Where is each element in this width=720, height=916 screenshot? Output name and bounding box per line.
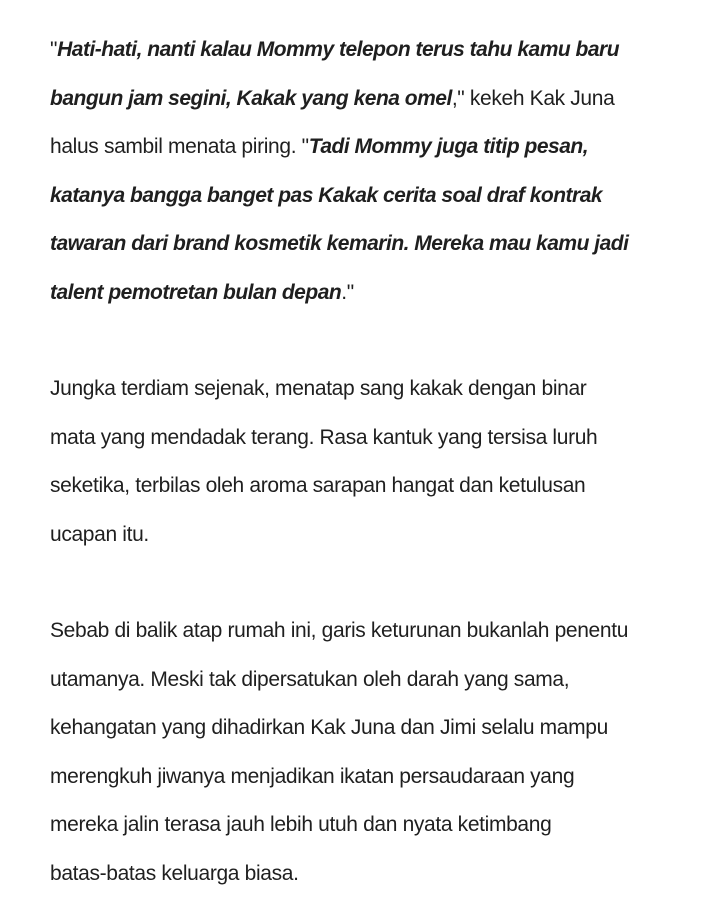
paragraph-narration-reaction bbox=[50, 365, 690, 559]
text-line bbox=[50, 75, 690, 124]
italic-dialogue: Tadi Mommy juga titip pesan, bbox=[308, 135, 589, 158]
text-line bbox=[50, 172, 690, 221]
text-line bbox=[50, 220, 690, 269]
text-line: ucapan itu. bbox=[50, 522, 149, 546]
italic-dialogue: Hati-hati, nanti kalau Mommy telepon terus tahu kamu baru bbox=[57, 38, 620, 61]
paragraph-dialogue bbox=[50, 26, 690, 317]
text-line: kehangatan yang dihadirkan Kak Juna dan Jimi selalu mampu bbox=[50, 716, 608, 739]
text-line: Sebab di balik atap rumah ini, garis keturunan bukanlah penentu bbox=[50, 619, 629, 642]
text-line: Jungka terdiam sejenak, menatap sang kakak dengan binar bbox=[50, 377, 587, 400]
narration-text: halus sambil menata piring. " bbox=[50, 135, 309, 158]
italic-dialogue: tawaran dari brand kosmetik kemarin. Mereka mau kamu jadi bbox=[50, 232, 629, 255]
story-text bbox=[50, 26, 690, 898]
text-line: seketika, terbilas oleh aroma sarapan hangat dan ketulusan bbox=[50, 474, 586, 497]
text-line: batas-batas keluarga biasa. bbox=[50, 861, 299, 885]
italic-dialogue: bangun jam segini, Kakak yang kena omel bbox=[50, 86, 452, 110]
text-line bbox=[50, 269, 690, 318]
text-line bbox=[50, 123, 690, 172]
italic-dialogue: katanya bangga banget pas Kakak cerita soal draf kontrak bbox=[50, 183, 603, 207]
text-line: mata yang mendadak terang. Rasa kantuk yang tersisa luruh bbox=[50, 425, 598, 449]
text-line: merengkuh jiwanya menjadikan ikatan persaudaraan yang bbox=[50, 764, 575, 788]
text-line: mereka jalin terasa jauh lebih utuh dan nyata ketimbang bbox=[50, 813, 552, 836]
quote-mark: " bbox=[50, 38, 58, 61]
narration-text: ," kekeh Kak Juna bbox=[451, 86, 615, 110]
quote-mark: ." bbox=[341, 280, 354, 304]
text-line bbox=[50, 26, 690, 75]
italic-dialogue: talent pemotretan bulan depan bbox=[50, 280, 342, 304]
paragraph-narration-reflection bbox=[50, 607, 690, 898]
text-line: utamanya. Meski tak dipersatukan oleh darah yang sama, bbox=[50, 667, 570, 691]
